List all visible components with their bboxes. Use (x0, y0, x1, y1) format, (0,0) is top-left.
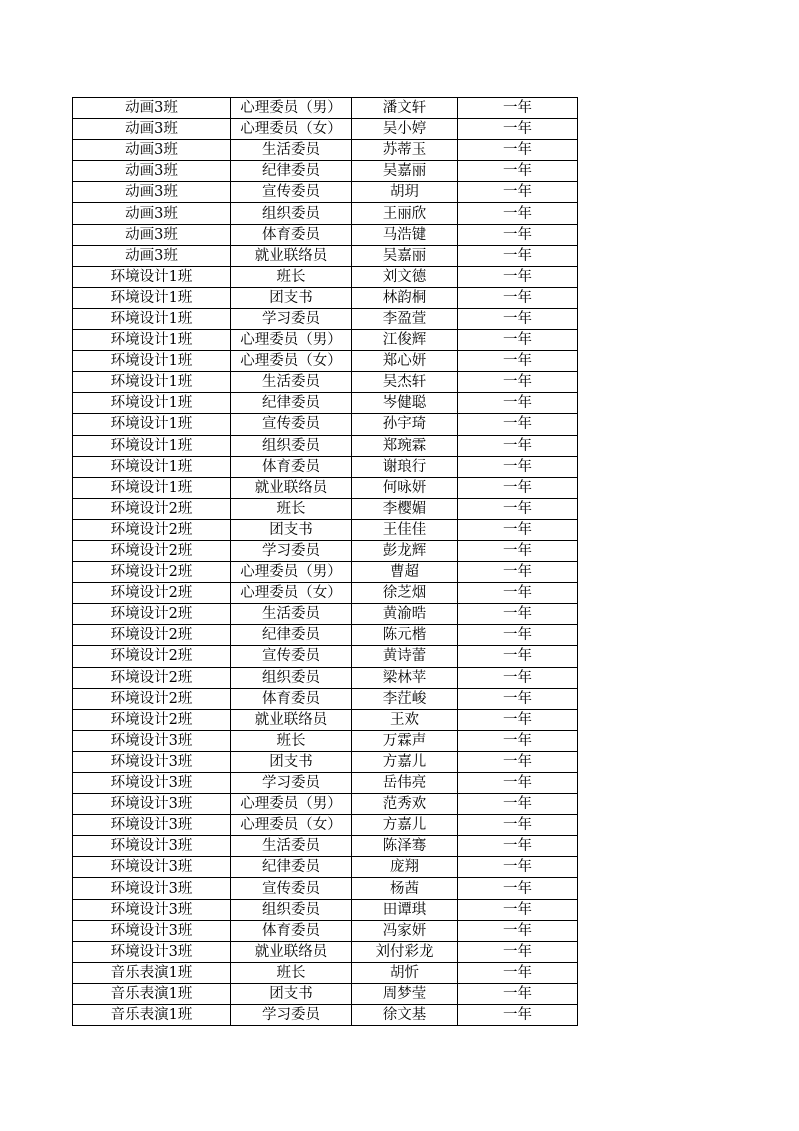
role-cell: 学习委员 (231, 308, 352, 329)
role-cell: 体育委员 (231, 224, 352, 245)
role-cell: 团支书 (231, 751, 352, 772)
class-cell: 环境设计1班 (73, 414, 231, 435)
role-cell: 纪律委员 (231, 161, 352, 182)
name-cell: 冯家妍 (352, 920, 458, 941)
class-cell: 环境设计3班 (73, 773, 231, 794)
class-cell: 音乐表演1班 (73, 962, 231, 983)
name-cell: 林韵桐 (352, 287, 458, 308)
term-cell: 一年 (458, 203, 578, 224)
role-cell: 学习委员 (231, 1005, 352, 1026)
term-cell: 一年 (458, 266, 578, 287)
table-row (73, 161, 578, 182)
role-cell: 心理委员（男） (231, 794, 352, 815)
term-cell: 一年 (458, 1005, 578, 1026)
class-cell: 环境设计2班 (73, 583, 231, 604)
term-cell: 一年 (458, 751, 578, 772)
role-cell: 心理委员（女） (231, 351, 352, 372)
name-cell: 李盈萱 (352, 308, 458, 329)
class-cell: 环境设计2班 (73, 519, 231, 540)
name-cell: 范秀欢 (352, 794, 458, 815)
term-cell: 一年 (458, 688, 578, 709)
class-cell: 环境设计1班 (73, 393, 231, 414)
name-cell: 吴小婷 (352, 119, 458, 140)
term-cell: 一年 (458, 920, 578, 941)
class-cell: 环境设计1班 (73, 435, 231, 456)
name-cell: 万霖声 (352, 730, 458, 751)
class-cell: 环境设计1班 (73, 372, 231, 393)
name-cell: 刘文德 (352, 266, 458, 287)
name-cell: 岑健聪 (352, 393, 458, 414)
name-cell: 何咏妍 (352, 477, 458, 498)
table-row (73, 562, 578, 583)
class-cell: 环境设计2班 (73, 667, 231, 688)
table-row (73, 540, 578, 561)
term-cell: 一年 (458, 667, 578, 688)
name-cell: 王欢 (352, 709, 458, 730)
term-cell: 一年 (458, 372, 578, 393)
term-cell: 一年 (458, 98, 578, 119)
table-row (73, 941, 578, 962)
term-cell: 一年 (458, 498, 578, 519)
role-cell: 体育委员 (231, 688, 352, 709)
name-cell: 郑心妍 (352, 351, 458, 372)
name-cell: 王佳佳 (352, 519, 458, 540)
table-row (73, 646, 578, 667)
name-cell: 黄渝晧 (352, 604, 458, 625)
term-cell: 一年 (458, 414, 578, 435)
name-cell: 梁林苹 (352, 667, 458, 688)
role-cell: 心理委员（女） (231, 119, 352, 140)
table-row (73, 604, 578, 625)
class-cell: 环境设计3班 (73, 857, 231, 878)
class-cell: 环境设计1班 (73, 477, 231, 498)
table-row (73, 899, 578, 920)
role-cell: 生活委员 (231, 836, 352, 857)
role-cell: 生活委员 (231, 372, 352, 393)
role-cell: 组织委员 (231, 203, 352, 224)
class-cell: 环境设计1班 (73, 330, 231, 351)
name-cell: 田谭琪 (352, 899, 458, 920)
role-cell: 团支书 (231, 983, 352, 1004)
table-row (73, 751, 578, 772)
table-row (73, 920, 578, 941)
role-cell: 生活委员 (231, 604, 352, 625)
table-row (73, 308, 578, 329)
name-cell: 苏蒂玉 (352, 140, 458, 161)
term-cell: 一年 (458, 878, 578, 899)
term-cell: 一年 (458, 393, 578, 414)
term-cell: 一年 (458, 646, 578, 667)
role-cell: 学习委员 (231, 773, 352, 794)
term-cell: 一年 (458, 224, 578, 245)
table-row (73, 583, 578, 604)
role-cell: 组织委员 (231, 435, 352, 456)
table-row (73, 203, 578, 224)
table-row (73, 773, 578, 794)
table-row (73, 372, 578, 393)
role-cell: 班长 (231, 498, 352, 519)
table-row (73, 287, 578, 308)
role-cell: 心理委员（男） (231, 98, 352, 119)
table-row (73, 962, 578, 983)
name-cell: 徐文基 (352, 1005, 458, 1026)
term-cell: 一年 (458, 815, 578, 836)
table-row (73, 351, 578, 372)
table-row (73, 625, 578, 646)
table-row (73, 414, 578, 435)
class-cell: 动画3班 (73, 98, 231, 119)
class-cell: 动画3班 (73, 245, 231, 266)
class-cell: 动画3班 (73, 203, 231, 224)
class-cell: 环境设计2班 (73, 562, 231, 583)
name-cell: 杨茜 (352, 878, 458, 899)
table-row (73, 330, 578, 351)
role-cell: 生活委员 (231, 140, 352, 161)
name-cell: 李樱媚 (352, 498, 458, 519)
term-cell: 一年 (458, 857, 578, 878)
name-cell: 吴嘉丽 (352, 161, 458, 182)
term-cell: 一年 (458, 941, 578, 962)
term-cell: 一年 (458, 836, 578, 857)
term-cell: 一年 (458, 435, 578, 456)
name-cell: 彭龙辉 (352, 540, 458, 561)
class-cell: 音乐表演1班 (73, 1005, 231, 1026)
term-cell: 一年 (458, 456, 578, 477)
term-cell: 一年 (458, 119, 578, 140)
term-cell: 一年 (458, 562, 578, 583)
name-cell: 王丽欣 (352, 203, 458, 224)
table-row (73, 245, 578, 266)
name-cell: 徐芝烟 (352, 583, 458, 604)
roster-body (73, 98, 578, 1026)
class-cell: 环境设计1班 (73, 287, 231, 308)
name-cell: 谢琅行 (352, 456, 458, 477)
class-cell: 环境设计2班 (73, 688, 231, 709)
table-row (73, 266, 578, 287)
term-cell: 一年 (458, 287, 578, 308)
term-cell: 一年 (458, 161, 578, 182)
class-cell: 环境设计3班 (73, 794, 231, 815)
role-cell: 班长 (231, 266, 352, 287)
name-cell: 郑琬霖 (352, 435, 458, 456)
class-cell: 环境设计1班 (73, 456, 231, 477)
class-cell: 环境设计1班 (73, 266, 231, 287)
table-row (73, 435, 578, 456)
name-cell: 周梦莹 (352, 983, 458, 1004)
term-cell: 一年 (458, 730, 578, 751)
role-cell: 纪律委员 (231, 625, 352, 646)
term-cell: 一年 (458, 245, 578, 266)
class-cell: 环境设计3班 (73, 730, 231, 751)
role-cell: 纪律委员 (231, 393, 352, 414)
term-cell: 一年 (458, 477, 578, 498)
name-cell: 陈泽骞 (352, 836, 458, 857)
name-cell: 曹超 (352, 562, 458, 583)
role-cell: 宣传委员 (231, 646, 352, 667)
role-cell: 心理委员（男） (231, 330, 352, 351)
table-row (73, 119, 578, 140)
class-cell: 环境设计1班 (73, 351, 231, 372)
term-cell: 一年 (458, 604, 578, 625)
class-cell: 环境设计3班 (73, 941, 231, 962)
class-cell: 环境设计3班 (73, 836, 231, 857)
table-row (73, 983, 578, 1004)
name-cell: 岳伟亮 (352, 773, 458, 794)
class-cell: 动画3班 (73, 161, 231, 182)
term-cell: 一年 (458, 794, 578, 815)
table-row (73, 477, 578, 498)
class-cell: 环境设计2班 (73, 646, 231, 667)
term-cell: 一年 (458, 625, 578, 646)
role-cell: 班长 (231, 730, 352, 751)
role-cell: 组织委员 (231, 899, 352, 920)
name-cell: 胡忻 (352, 962, 458, 983)
class-cell: 环境设计2班 (73, 604, 231, 625)
name-cell: 江俊辉 (352, 330, 458, 351)
class-cell: 环境设计2班 (73, 625, 231, 646)
class-cell: 动画3班 (73, 224, 231, 245)
table-row (73, 730, 578, 751)
class-cell: 音乐表演1班 (73, 983, 231, 1004)
table-row (73, 519, 578, 540)
class-cell: 动画3班 (73, 182, 231, 203)
class-cell: 环境设计1班 (73, 308, 231, 329)
term-cell: 一年 (458, 519, 578, 540)
term-cell: 一年 (458, 962, 578, 983)
role-cell: 体育委员 (231, 456, 352, 477)
table-row (73, 709, 578, 730)
role-cell: 就业联络员 (231, 941, 352, 962)
name-cell: 刘付彩龙 (352, 941, 458, 962)
role-cell: 纪律委员 (231, 857, 352, 878)
table-row (73, 140, 578, 161)
term-cell: 一年 (458, 899, 578, 920)
role-cell: 就业联络员 (231, 477, 352, 498)
table-row (73, 667, 578, 688)
term-cell: 一年 (458, 351, 578, 372)
name-cell: 胡玥 (352, 182, 458, 203)
role-cell: 宣传委员 (231, 182, 352, 203)
role-cell: 心理委员（男） (231, 562, 352, 583)
table-row (73, 498, 578, 519)
name-cell: 吴杰轩 (352, 372, 458, 393)
name-cell: 马浩键 (352, 224, 458, 245)
name-cell: 方嘉儿 (352, 751, 458, 772)
role-cell: 班长 (231, 962, 352, 983)
roster-table (72, 97, 578, 1026)
table-row (73, 1005, 578, 1026)
role-cell: 宣传委员 (231, 878, 352, 899)
name-cell: 庞翔 (352, 857, 458, 878)
role-cell: 心理委员（女） (231, 815, 352, 836)
class-cell: 环境设计2班 (73, 709, 231, 730)
table-row (73, 182, 578, 203)
name-cell: 黄诗蕾 (352, 646, 458, 667)
role-cell: 团支书 (231, 519, 352, 540)
table-row (73, 794, 578, 815)
role-cell: 体育委员 (231, 920, 352, 941)
class-cell: 环境设计3班 (73, 815, 231, 836)
class-cell: 环境设计2班 (73, 540, 231, 561)
table-row (73, 98, 578, 119)
role-cell: 就业联络员 (231, 709, 352, 730)
name-cell: 李茳峻 (352, 688, 458, 709)
term-cell: 一年 (458, 330, 578, 351)
term-cell: 一年 (458, 308, 578, 329)
table-row (73, 224, 578, 245)
term-cell: 一年 (458, 182, 578, 203)
term-cell: 一年 (458, 540, 578, 561)
name-cell: 潘文轩 (352, 98, 458, 119)
role-cell: 心理委员（女） (231, 583, 352, 604)
term-cell: 一年 (458, 709, 578, 730)
class-cell: 环境设计3班 (73, 751, 231, 772)
table-row (73, 456, 578, 477)
table-row (73, 688, 578, 709)
table-row (73, 857, 578, 878)
class-cell: 环境设计2班 (73, 498, 231, 519)
class-cell: 动画3班 (73, 119, 231, 140)
name-cell: 方嘉儿 (352, 815, 458, 836)
table-row (73, 878, 578, 899)
table-row (73, 815, 578, 836)
table-row (73, 836, 578, 857)
class-cell: 动画3班 (73, 140, 231, 161)
class-cell: 环境设计3班 (73, 899, 231, 920)
term-cell: 一年 (458, 583, 578, 604)
name-cell: 陈元楷 (352, 625, 458, 646)
role-cell: 组织委员 (231, 667, 352, 688)
term-cell: 一年 (458, 773, 578, 794)
role-cell: 团支书 (231, 287, 352, 308)
class-cell: 环境设计3班 (73, 920, 231, 941)
role-cell: 学习委员 (231, 540, 352, 561)
term-cell: 一年 (458, 983, 578, 1004)
name-cell: 孙宇琦 (352, 414, 458, 435)
role-cell: 宣传委员 (231, 414, 352, 435)
table-row (73, 393, 578, 414)
name-cell: 吴嘉丽 (352, 245, 458, 266)
class-cell: 环境设计3班 (73, 878, 231, 899)
role-cell: 就业联络员 (231, 245, 352, 266)
term-cell: 一年 (458, 140, 578, 161)
